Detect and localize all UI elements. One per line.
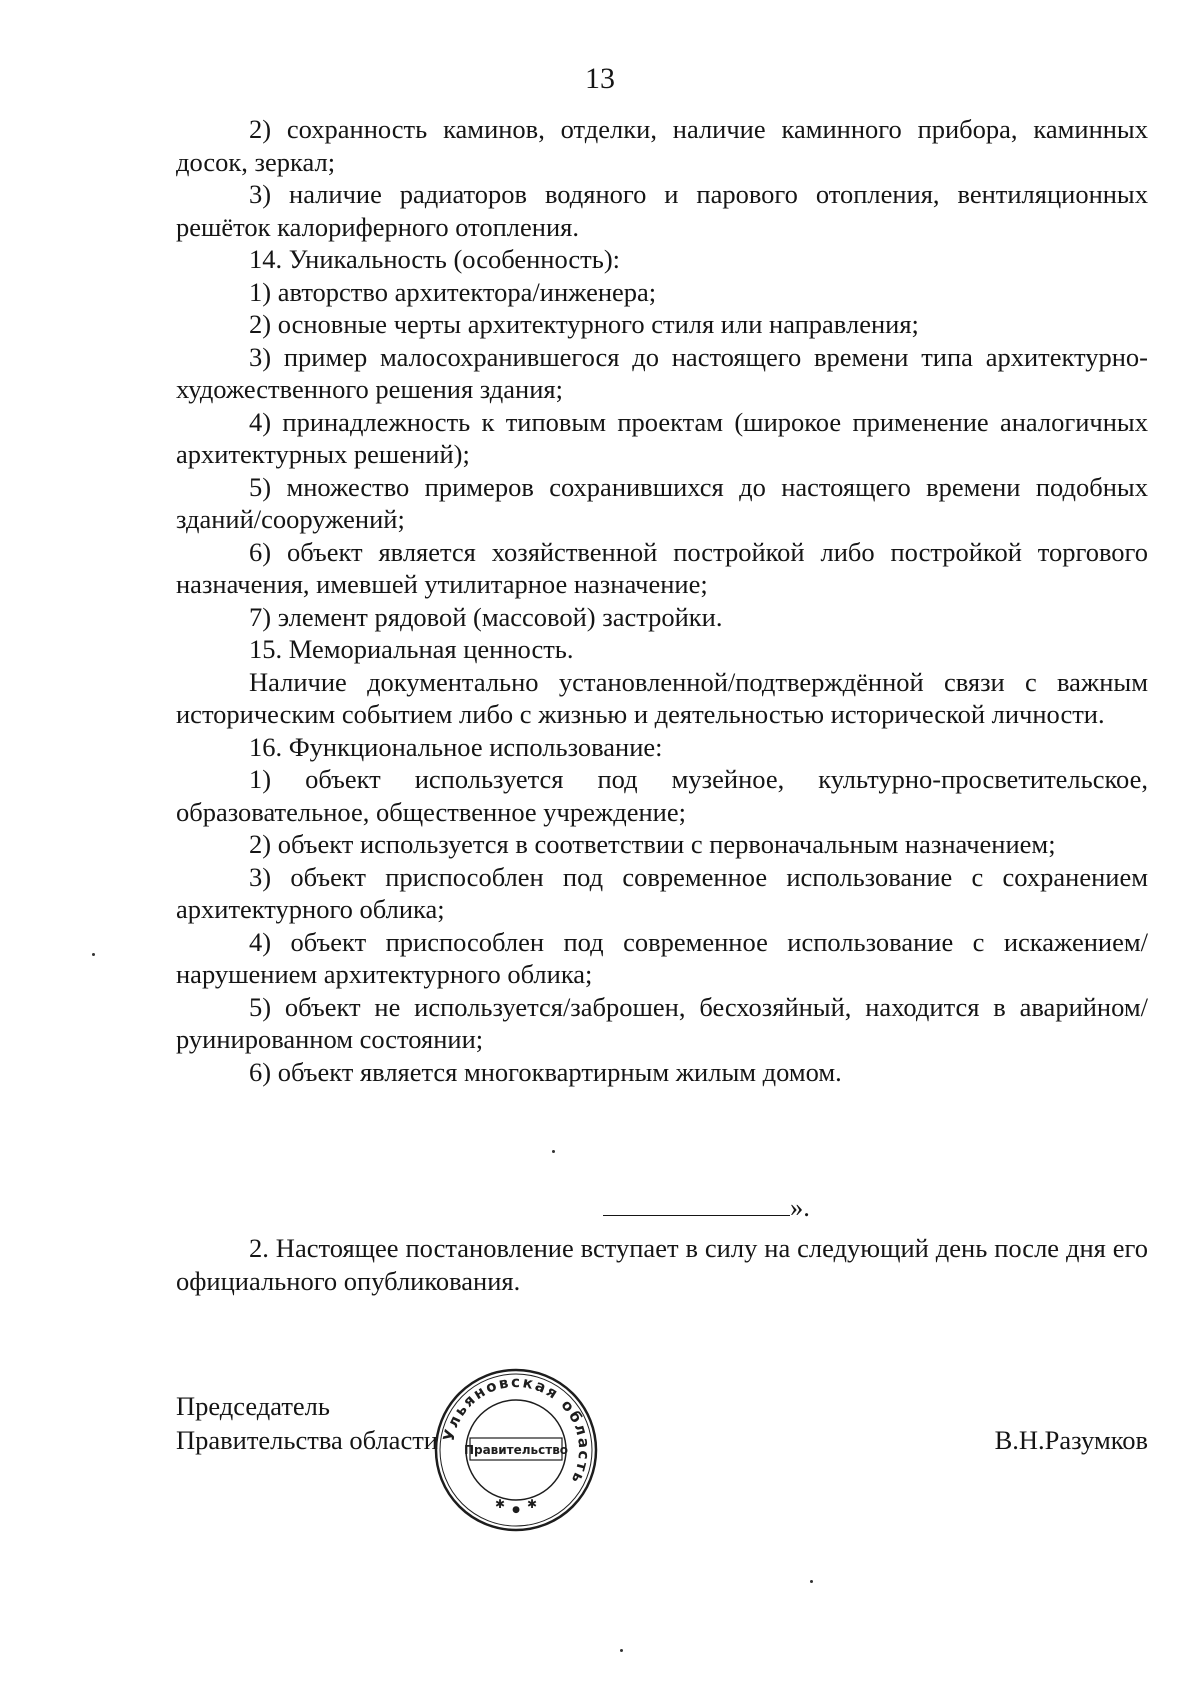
closing-quote: ». <box>790 1192 810 1222</box>
official-seal <box>432 1366 600 1534</box>
paragraph-fireplaces: 2) сохранность каминов, отделки, наличие каминного прибора, каминных досок, зеркал; <box>176 114 1148 177</box>
seal-dot-icon: ● <box>512 1505 520 1515</box>
scan-speck <box>620 1649 623 1652</box>
closing-quote-line <box>603 1191 810 1224</box>
seal-center-text: Правительство <box>463 1443 569 1457</box>
list-item: 5) объект не используется/заброшен, бесхозяйный, находится в аварийном/руинированном состоянии; <box>176 991 1148 1054</box>
signatory-title <box>176 1389 438 1457</box>
scan-speck <box>810 1580 813 1583</box>
list-item: 3) объект приспособлен под современное использование с сохранением архитектурного облика; <box>176 861 1148 924</box>
list-item: 5) множество примеров сохранившихся до настоящего времени подобных зданий/сооружений; <box>176 471 1148 534</box>
list-item: 4) объект приспособлен под современное использование с искажением/нарушением архитектурного облика; <box>176 926 1148 989</box>
seal-ring-text: Ульяновская область <box>439 1372 594 1488</box>
list-item: 1) авторство архитектора/инженера; <box>249 276 657 307</box>
section-heading-memorial-value: 15. Мемориальная ценность. <box>249 634 574 664</box>
scan-speck <box>552 1150 555 1153</box>
list-item: 7) элемент рядовой (массовой) застройки. <box>249 601 723 632</box>
seal-star-icon: ✱ <box>494 1497 506 1511</box>
paragraph-radiators: 3) наличие радиаторов водяного и парового отопления, вентиляционных решёток калориферного отопления. <box>176 179 1148 242</box>
seal-star-icon: ✱ <box>526 1497 538 1511</box>
list-item: 2) основные черты архитектурного стиля или направления; <box>249 309 919 339</box>
scan-speck <box>92 953 95 956</box>
blank-underline <box>603 1191 790 1216</box>
list-item: 6) объект является многоквартирным жилым домом. <box>249 1056 842 1087</box>
list-item: 2) объект используется в соответствии с первоначальным назначением; <box>249 829 1056 859</box>
list-item: 6) объект является хозяйственной постройкой либо постройкой торгового назначения, имевшей утилитарное назначение; <box>176 536 1148 599</box>
paragraph-entry-into-force: 2. Настоящее постановление вступает в силу на следующий день после дня его официального опубликования. <box>176 1233 1148 1296</box>
list-item: 4) принадлежность к типовым проектам (широкое применение аналогичных архитектурных решений); <box>176 406 1148 469</box>
signatory-title-line-2: Правительства области <box>176 1425 438 1455</box>
signatory-title-line-1: Председатель <box>176 1391 330 1421</box>
section-heading-functional-use: 16. Функциональное использование: <box>249 731 663 762</box>
list-item: 1) объект используется под музейное, культурно-просветительское, образовательное, общественное учреждение; <box>176 764 1148 827</box>
page-number: 13 <box>585 62 615 95</box>
document-body <box>176 113 1148 1088</box>
paragraph-memorial-value: Наличие документально установленной/подтверждённой связи с важным историческим событием либо с жизнью и деятельностью исторической личности. <box>176 666 1148 729</box>
decree-paragraph <box>176 1232 1148 1297</box>
section-heading-uniqueness: 14. Уникальность (особенность): <box>249 244 620 274</box>
list-item: 3) пример малосохранившегося до настоящего времени типа архитектурно-художественного решения здания; <box>176 341 1148 404</box>
signatory-name: В.Н.Разумков <box>994 1425 1148 1455</box>
